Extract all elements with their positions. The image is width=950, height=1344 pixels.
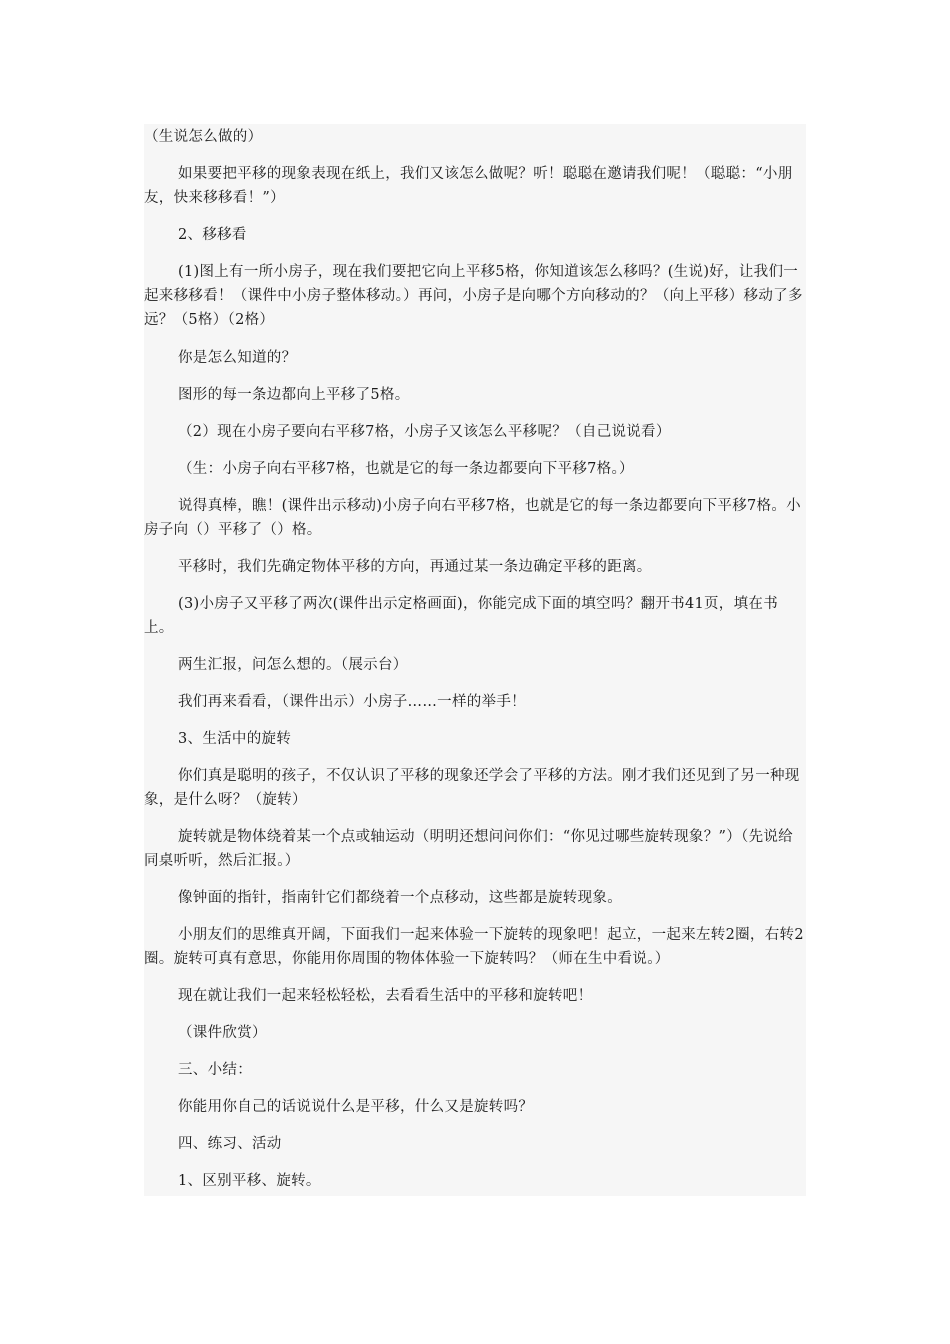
paragraph-7: （2）现在小房子要向右平移7格，小房子又该怎么平移呢？（自己说说看） [178,424,671,440]
paragraph-14-heading: 3、生活中的旋转 [178,731,292,747]
paragraph-12: 两生汇报，问怎么想的。（展示台） [178,657,408,673]
paragraph-19: 现在就让我们一起来轻松轻松，去看看生活中的平移和旋转吧！ [178,988,593,1004]
paragraph-23-heading: 四、练习、活动 [178,1136,282,1152]
paragraph-18: 小朋友们的思维真开阔，下面我们一起来体验一下旋转的现象吧！起立，一起来左转2圈，右转2圈。旋转可真有意思，你能用你周围的物体体验一下旋转吗？（师在生中看说。） [144,927,804,967]
paragraph-15: 你们真是聪明的孩子，不仅认识了平移的现象还学会了平移的方法。刚才我们还见到了另一种现象，是什么呀？（旋转） [144,768,800,808]
paragraph-16: 旋转就是物体绕着某一个点或轴运动（明明还想问问你们：“你见过哪些旋转现象？”）（先说给同桌听听，然后汇报。） [144,829,793,869]
paragraph-6: 图形的每一条边都向上平移了5格。 [178,387,410,403]
paragraph-11: (3)小房子又平移了两次(课件出示定格画面)，你能完成下面的填空吗？翻开书41页，填在书上。 [144,596,778,636]
paragraph-24: 1、区别平移、旋转。 [178,1173,321,1189]
paragraph-3-heading: 2、移移看 [178,227,247,243]
paragraph-2: 如果要把平移的现象表现在纸上，我们又该怎么做呢？听！聪聪在邀请我们呢！（聪聪：“小朋友，快来移移看！”） [144,166,793,206]
paragraph-1: （生说怎么做的） [144,129,263,145]
paragraph-9: 说得真棒，瞧！(课件出示移动)小房子向右平移7格，也就是它的每一条边都要向下平移7格。小房子向（）平移了（）格。 [144,498,801,538]
paragraph-13: 我们再来看看，（课件出示）小房子……一样的举手！ [178,694,526,710]
paragraph-5: 你是怎么知道的？ [178,350,297,366]
paragraph-22: 你能用你自己的话说说什么是平移，什么又是旋转吗？ [178,1099,534,1115]
document-body [144,124,806,1196]
paragraph-17: 像钟面的指针，指南针它们都绕着一个点移动，这些都是旋转现象。 [178,890,622,906]
paragraph-4: (1)图上有一所小房子，现在我们要把它向上平移5格，你知道该怎么移吗？(生说)好，让我们一起来移移看！（课件中小房子整体移动。）再问，小房子是向哪个方向移动的？（向上平移）移动了多远？（5格）（2格） [144,264,803,328]
paragraph-21-heading: 三、小结： [178,1062,252,1078]
paragraph-10: 平移时，我们先确定物体平移的方向，再通过某一条边确定平移的距离。 [178,559,652,575]
paragraph-20: （课件欣赏） [178,1025,267,1041]
paragraph-8: （生：小房子向右平移7格，也就是它的每一条边都要向下平移7格。） [178,461,634,477]
